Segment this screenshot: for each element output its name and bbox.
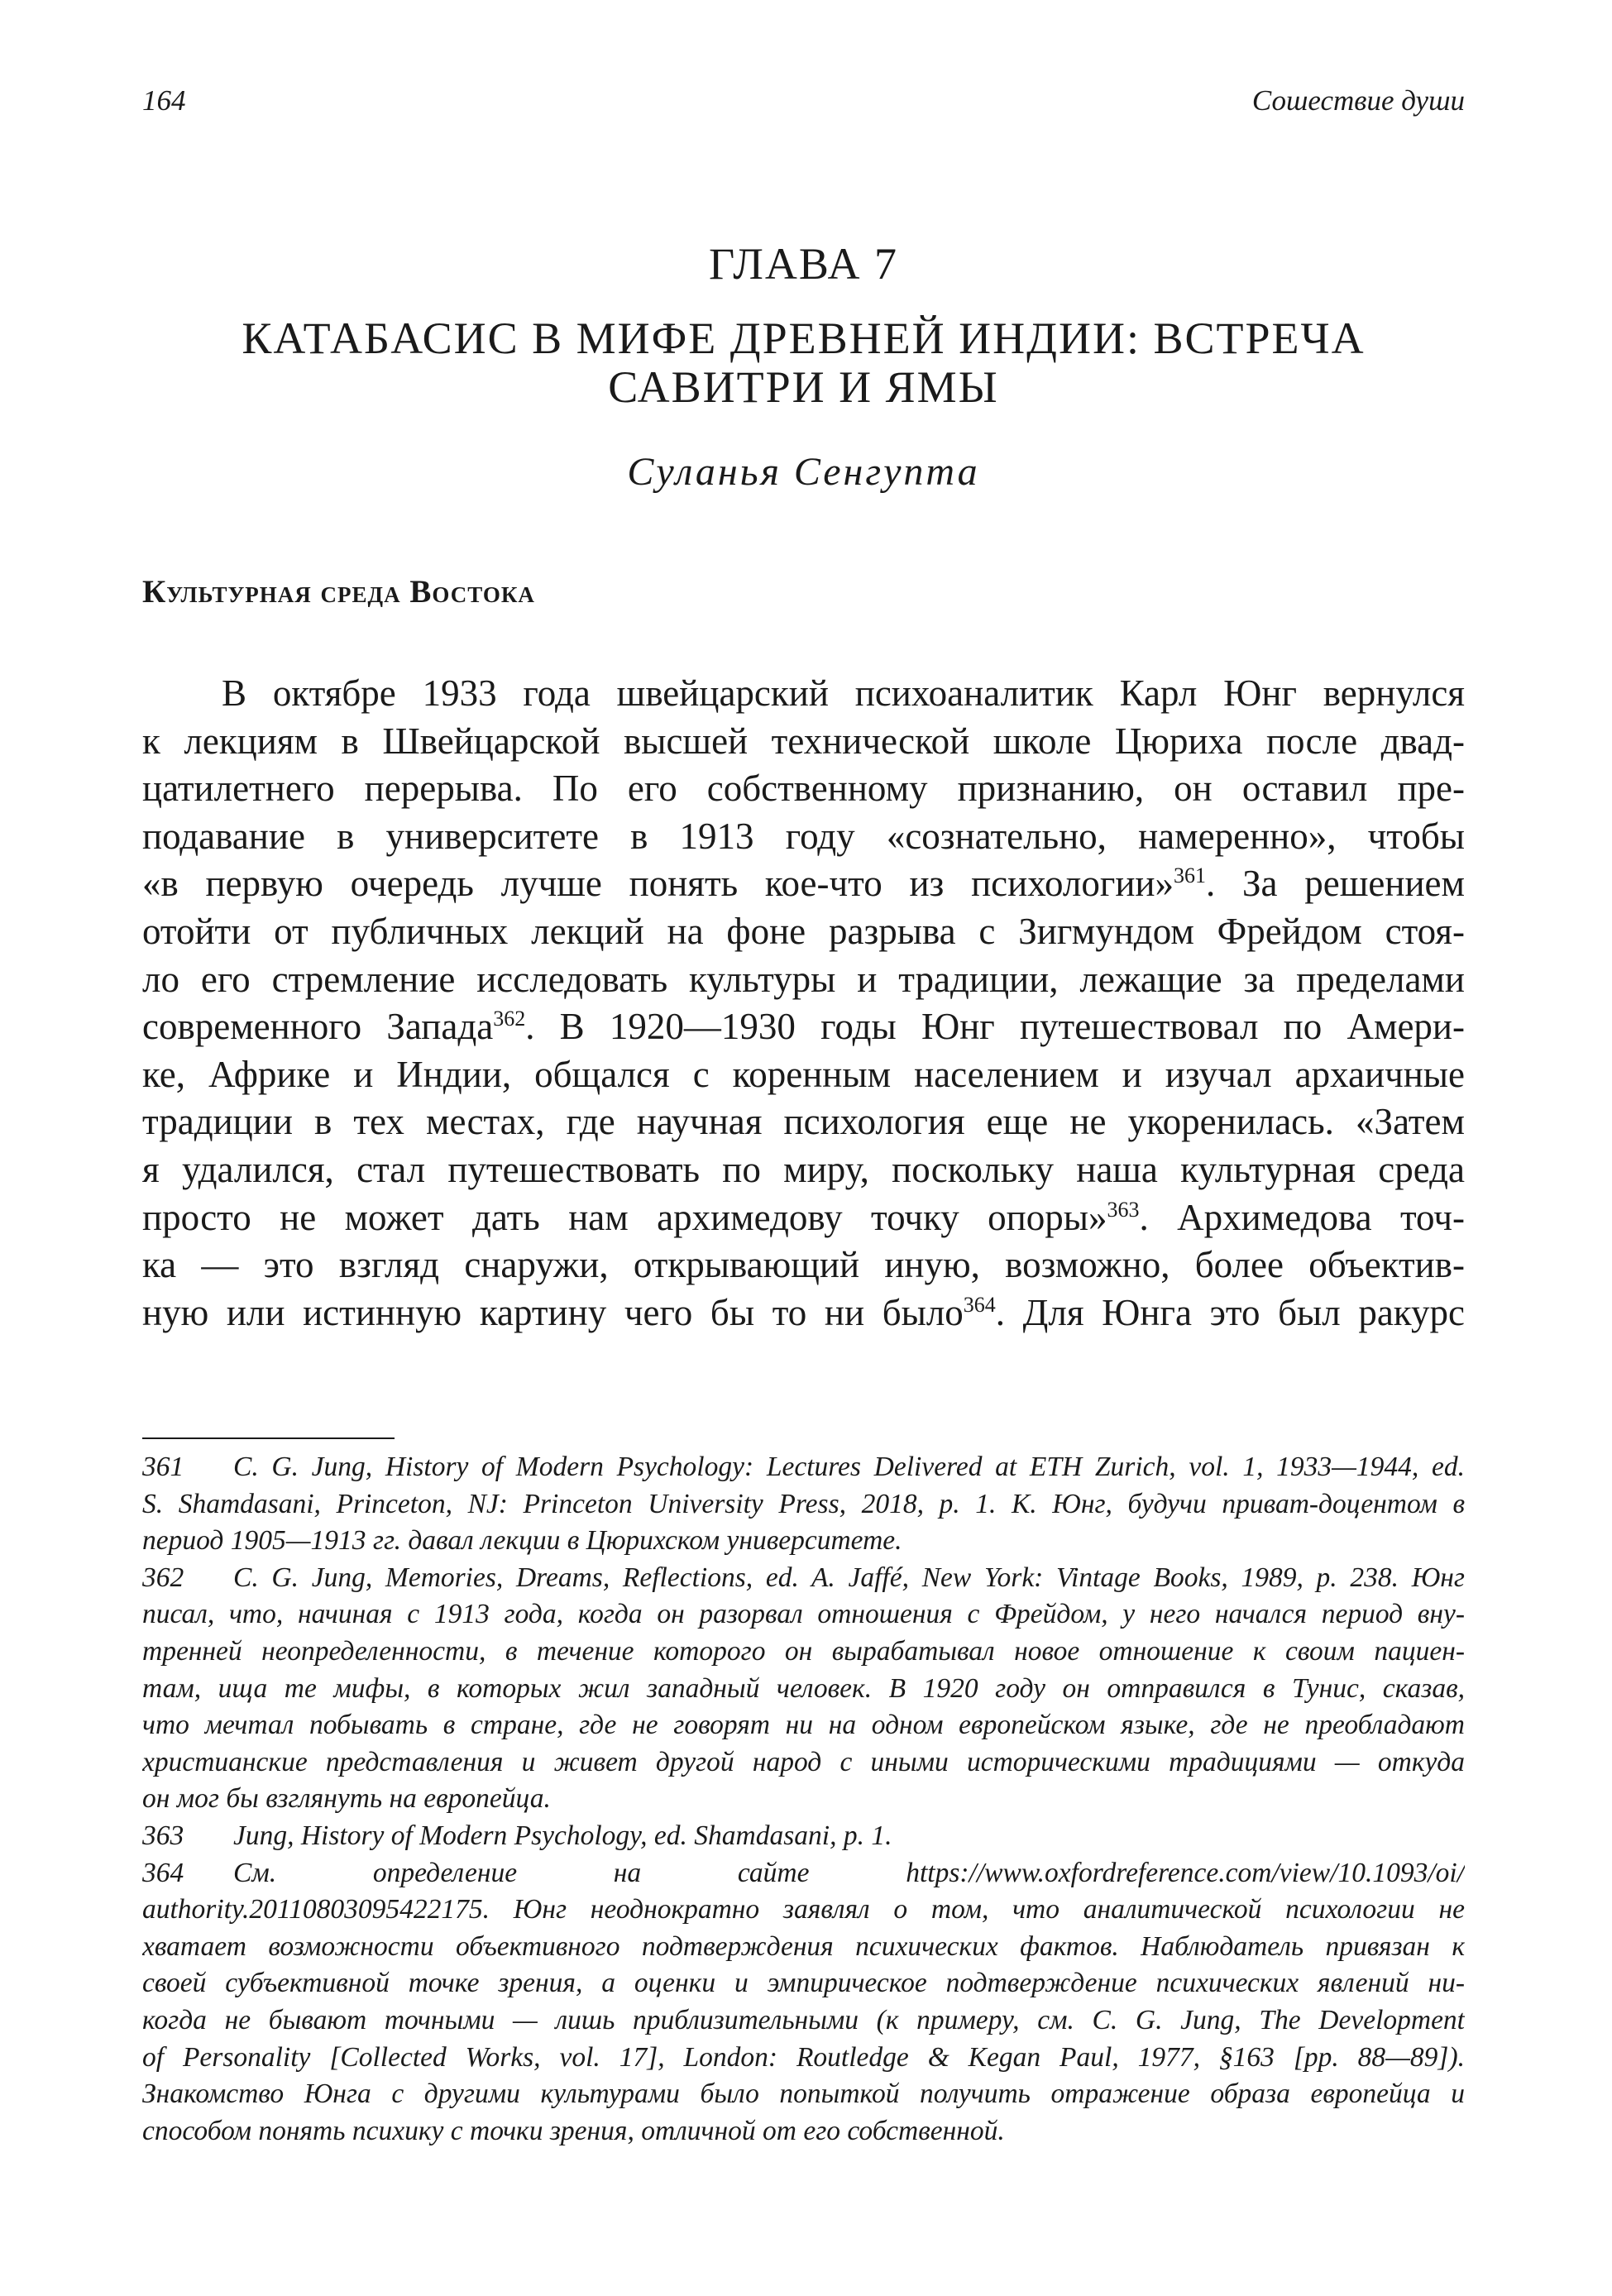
footnote-text: писал, что, начиная с 1913 года, когда он разорвал отношения с Фрейдом, у него начался период вну- [142,1599,1465,1630]
body-line-text: подавание в университете в 1913 году «сознательно, намеренно», чтобы [142,815,1465,857]
page-number: 164 [142,84,186,117]
footnote-text: C. G. Jung, History of Modern Psychology: Lectures Delivered at ETH Zurich, vol. 1, 1933—1944, ed. [233,1452,1465,1482]
section-heading: Культурная среда Востока [142,574,535,610]
footnote-line [142,2076,1465,2113]
footnote-number: 363 [142,1820,184,1851]
body-line-text: . Архимедова точ- [1139,1196,1465,1238]
body-line-text: . За решением [1206,863,1465,905]
footnote-number: 362 [142,1562,184,1593]
body-line-text: отойти от публичных лекций на фоне разрыва с Зигмундом Фрейдом стоя- [142,910,1465,952]
chapter-header [142,240,1465,494]
footnote-reference[interactable]: 362 [493,1007,526,1031]
footnote-text: S. Shamdasani, Princeton, NJ: Princeton University Press, 2018, p. 1. К. Юнг, будучи приват-доцентом в [142,1488,1465,1519]
footnote-line [142,1449,1465,1486]
footnote-text: Знакомство Юнга с другими культурами было попыткой получить отражение образа европейца и [142,2078,1465,2110]
footnote-line [142,2113,1465,2150]
body-line-text: «в первую очередь лучше понять кое-что из психологии» [142,863,1174,905]
footnote-text: Jung, History of Modern Psychology, ed. Shamdasani, p. 1. [233,1820,892,1851]
body-paragraph [142,670,1465,1337]
footnote-text: что мечтал побывать в стране, где не говорят ни на одном европейском языке, где не преобладают [142,1710,1465,1741]
footnote-line [142,1892,1465,1929]
body-line [142,1146,1465,1194]
footnote-reference[interactable]: 361 [1174,863,1206,888]
body-line [142,670,1465,718]
body-line [142,860,1465,908]
footnote-reference[interactable]: 364 [963,1292,996,1317]
body-line [142,1289,1465,1337]
body-line [142,1098,1465,1146]
body-line-text: просто не может дать нам архимедову точку опоры» [142,1196,1107,1238]
footnote-text: C. G. Jung, Memories, Dreams, Reflections, ed. A. Jaffé, New York: Vintage Books, 1989, p. 238. Юнг [233,1562,1465,1593]
footnote-number: 364 [142,1857,184,1888]
body-line [142,908,1465,956]
chapter-title-line: КАТАБАСИС В МИФЕ ДРЕВНЕЙ ИНДИИ: ВСТРЕЧА [242,313,1366,364]
footnote-separator [142,1437,395,1439]
footnote-text: способом понять психику с точки зрения, отличной от его собственной. [142,2115,1005,2146]
body-line-text: ка — это взгляд снаружи, открывающий иную, возможно, более объектив- [142,1244,1465,1286]
running-title: Сошествие души [1251,84,1465,117]
body-line-text: современного Запада [142,1006,494,1048]
footnote-line [142,1818,1465,1855]
footnote-line [142,1965,1465,2002]
footnote-line [142,1560,1465,1597]
footnote-line [142,1634,1465,1671]
footnote-line [142,1781,1465,1818]
body-line [142,956,1465,1004]
body-line [142,718,1465,766]
footnote-text: тренней неопределенности, в течение которого он вырабатывал новое отношение к своим пациен- [142,1635,1465,1667]
footnote-text: of Personality [Collected Works, vol. 17], London: Routledge & Kegan Paul, 1977, §163 [pp. 88—89]). [142,2041,1465,2073]
body-line-text: я удалился, стал путешествовать по миру, поскольку наша культурная среда [142,1148,1465,1190]
chapter-title-line: САВИТРИ И ЯМЫ [608,361,999,412]
footnote-line [142,1486,1465,1523]
body-line [142,1241,1465,1289]
chapter-author: Суланья Сенгупта [627,449,980,494]
footnote-number: 361 [142,1452,184,1482]
footnote-text: своей субъективной точке зрения, а оценки и эмпирическое подтверждение психических явлений ни- [142,1968,1465,1999]
body-line [142,765,1465,813]
body-line [142,813,1465,861]
footnotes [142,1449,1465,2150]
footnote-line [142,1596,1465,1634]
footnote-line [142,1855,1465,1892]
body-line-text: традиции в тех местах, где научная психология еще не укоренилась. «Затем [142,1101,1465,1143]
footnote-reference[interactable]: 363 [1107,1197,1140,1222]
footnote-text: См. определение на сайте https://www.oxfordreference.com/view/10.1093/oi/ [233,1857,1465,1888]
chapter-title [142,314,1465,411]
footnote-line [142,1671,1465,1708]
body-line [142,1003,1465,1051]
body-line-text: цатилетнего перерыва. По его собственному признанию, он оставил пре- [142,768,1465,810]
body-line-text: ло его стремление исследовать культуры и традиции, лежащие за пределами [142,958,1465,1000]
body-line [142,1051,1465,1099]
footnote-text: authority.20110803095422175. Юнг неоднократно заявлял о том, что аналитической психологии не [142,1894,1465,1925]
footnote-line [142,2040,1465,2077]
footnote-text: период 1905—1913 гг. давал лекции в Цюрихском университете. [142,1525,902,1557]
footnote-text: христианские представления и живет другой народ с иными историческими традициями — откуда [142,1746,1465,1777]
footnote-line [142,1523,1465,1560]
body-line-text: ную или истинную картину чего бы то ни было [142,1291,964,1333]
footnote-line [142,2002,1465,2040]
body-line-text: к лекциям в Швейцарской высшей технической школе Цюриха после двад- [142,720,1465,762]
footnote-text: хватает возможности объективного подтверждения психических фактов. Наблюдатель привязан к [142,1930,1465,1962]
body-line [142,1194,1465,1242]
running-head [142,84,1465,126]
footnote-text: когда не бывают точными — лишь приблизительными (к примеру, см. C. G. Jung, The Development [142,2004,1465,2035]
body-line-text: ке, Африке и Индии, общался с коренным населением и изучал архаичные [142,1053,1465,1095]
footnote-line [142,1929,1465,1966]
footnote-text: он мог бы взглянуть на европейца. [142,1783,551,1815]
footnote-text: там, ища те мифы, в которых жил западный человек. В 1920 году он отправился в Тунис, сказав, [142,1672,1465,1704]
footnote-line [142,1707,1465,1744]
chapter-label: ГЛАВА 7 [709,239,898,289]
footnote-line [142,1744,1465,1782]
body-line-text: . В 1920—1930 годы Юнг путешествовал по Амери- [525,1006,1465,1048]
body-line-text: В октябре 1933 года швейцарский психоаналитик Карл Юнг вернулся [222,672,1465,714]
body-line-text: . Для Юнга это был ракурс [995,1291,1465,1333]
